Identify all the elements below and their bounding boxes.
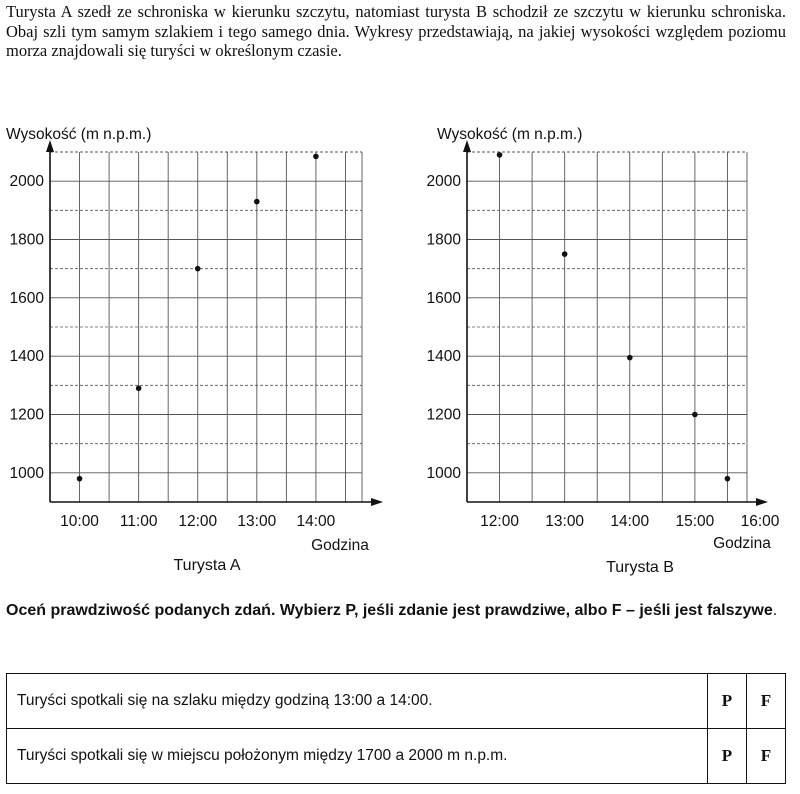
data-point (313, 154, 319, 160)
chart-title: Turysta B (606, 559, 674, 576)
data-point (562, 251, 568, 257)
x-tick-label: 12:00 (178, 513, 218, 530)
y-tick-label: 1000 (426, 464, 461, 482)
x-tick-label: 16:00 (740, 513, 780, 530)
y-tick-label: 1400 (9, 348, 44, 366)
data-point (692, 412, 698, 418)
x-tick-label: 14:00 (610, 513, 650, 530)
y-tick-label: 1200 (9, 406, 44, 424)
x-axis-label: Godzina (311, 537, 369, 554)
y-tick-label: 1000 (9, 464, 44, 482)
x-tick-label: 11:00 (119, 513, 158, 530)
true-option[interactable]: P (708, 729, 747, 784)
chart-turysta-a (6, 126, 383, 574)
chart-turysta-b (427, 126, 780, 576)
instruction-tail: . (772, 602, 778, 619)
x-axis-arrow (371, 498, 383, 506)
x-tick-label: 12:00 (480, 513, 519, 530)
y-tick-label: 1600 (426, 289, 461, 307)
y-tick-label: 1200 (426, 406, 461, 424)
false-option[interactable]: F (747, 729, 786, 784)
statements-table (6, 673, 786, 784)
data-point (254, 199, 260, 205)
data-point (627, 355, 633, 361)
y-axis-label: Wysokość (m n.p.m.) (437, 126, 583, 143)
x-tick-label: 13:00 (545, 513, 585, 530)
x-tick-label: 13:00 (237, 513, 277, 530)
data-point (195, 266, 201, 272)
x-tick-label: 14:00 (296, 513, 336, 530)
statement-text: Turyści spotkali się na szlaku między godziną 13:00 a 14:00. (7, 674, 708, 729)
data-point (497, 152, 503, 158)
false-option[interactable]: F (747, 674, 786, 729)
y-axis-label: Wysokość (m n.p.m.) (6, 126, 152, 143)
y-tick-label: 1800 (9, 231, 44, 249)
statement-text: Turyści spotkali się w miejscu położonym między 1700 a 2000 m n.p.m. (7, 729, 708, 784)
statement-row (7, 729, 786, 784)
y-tick-label: 1600 (9, 289, 44, 307)
y-tick-label: 2000 (9, 173, 44, 191)
data-point (136, 385, 142, 391)
chart-title: Turysta A (173, 557, 241, 574)
x-axis-label: Godzina (713, 535, 771, 552)
y-tick-label: 1800 (426, 231, 461, 249)
data-point (77, 476, 83, 482)
x-axis-arrow (756, 498, 768, 506)
statement-row (7, 674, 786, 729)
instruction-text (6, 600, 786, 622)
x-tick-label: 10:00 (60, 513, 99, 530)
instruction-bold: Oceń prawdziwość podanych zdań. Wybierz P, jeśli zdanie jest prawdziwe, albo F – jeśli jest falszywe (6, 602, 773, 619)
y-tick-label: 1400 (426, 348, 461, 366)
y-tick-label: 2000 (426, 173, 461, 191)
data-point (725, 476, 731, 482)
true-option[interactable]: P (708, 674, 747, 729)
intro-text: Turysta A szedł ze schroniska w kierunku szczytu, natomiast turysta B schodził ze szczytu w kierunku schroniska. Obaj szli tym samym szlakiem i tego samego dnia. Wykresy przedstawiają, na jakiej wysokości względem poziomu morza znajdowali się turyści w określonym czasie. (6, 2, 786, 60)
x-tick-label: 15:00 (675, 513, 715, 530)
